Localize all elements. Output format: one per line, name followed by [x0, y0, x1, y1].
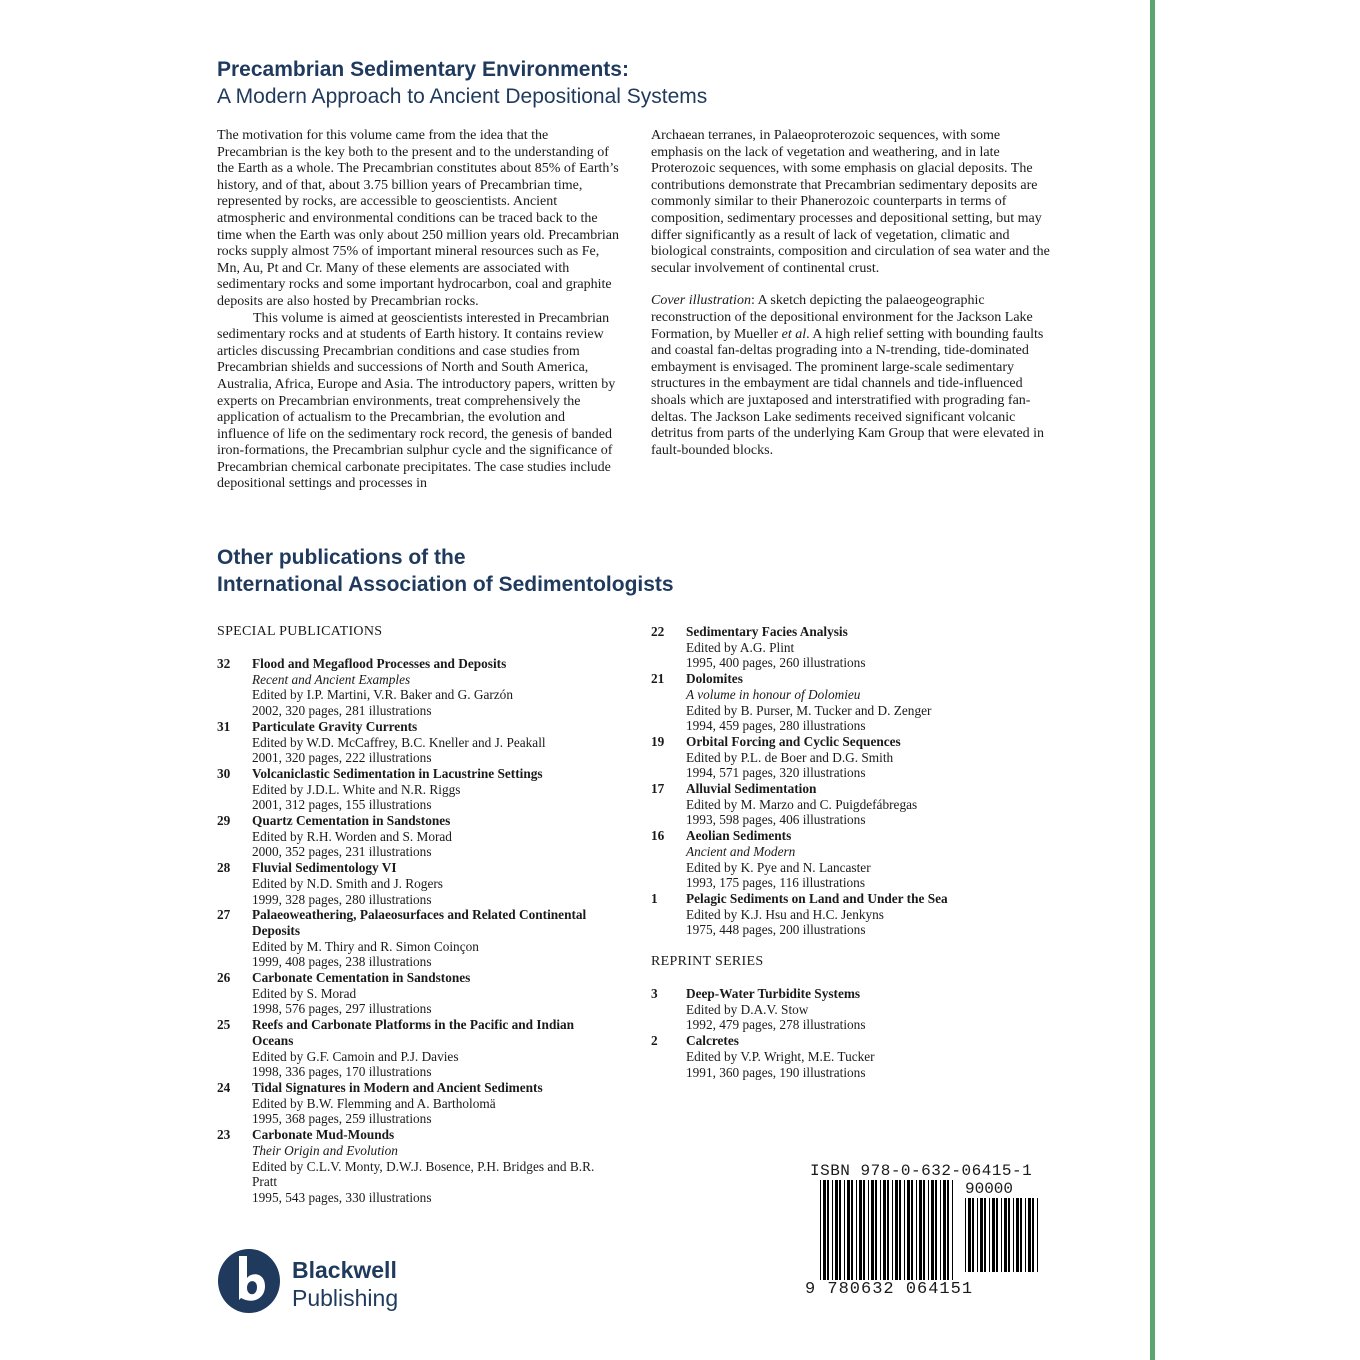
publication-number: 1: [651, 890, 658, 906]
publication-title: Volcaniclastic Sedimentation in Lacustrine Settings: [252, 765, 543, 781]
publication-list-right: [651, 624, 1051, 938]
publication-detail: Edited by I.P. Martini, V.R. Baker and G. Garzón: [252, 687, 513, 703]
publication-number: 23: [217, 1127, 231, 1143]
publication-detail: Edited by K.J. Hsu and H.C. Jenkyns: [686, 906, 884, 922]
publication-number: 16: [651, 828, 665, 844]
publication-detail: 1998, 336 pages, 170 illustrations: [252, 1064, 432, 1080]
publication-entry: [217, 860, 617, 907]
publication-entry: [217, 766, 617, 813]
reprint-series-heading: REPRINT SERIES: [651, 954, 764, 970]
publication-title: Palaeoweathering, Palaeosurfaces and Related Continental Deposits: [252, 907, 587, 938]
publication-number: 22: [651, 624, 665, 639]
publication-entry: [217, 719, 617, 766]
publication-number: 32: [217, 656, 231, 671]
publication-number: 30: [217, 765, 231, 781]
publication-detail: Edited by W.D. McCaffrey, B.C. Kneller and J. Peakall: [252, 734, 546, 750]
other-publications-heading: [217, 544, 674, 598]
publication-title: Fluvial Sedimentology VI: [252, 860, 397, 876]
publication-detail: Edited by G.F. Camoin and P.J. Davies: [252, 1048, 459, 1064]
publication-detail: Edited by C.L.V. Monty, D.W.J. Bosence, P.H. Bridges and B.R. Pratt: [252, 1158, 595, 1190]
publication-number: 31: [217, 718, 231, 734]
publication-detail: 2002, 320 pages, 281 illustrations: [252, 703, 432, 719]
publication-number: 27: [217, 907, 231, 923]
publication-title: Carbonate Cementation in Sandstones: [252, 970, 471, 986]
publication-detail: 1993, 598 pages, 406 illustrations: [686, 812, 866, 828]
publication-detail: Edited by R.H. Worden and S. Morad: [252, 828, 452, 844]
publication-list-left: [217, 656, 617, 1206]
publication-detail: 1994, 459 pages, 280 illustrations: [686, 718, 866, 734]
publisher-line-1: Blackwell: [292, 1257, 397, 1283]
publication-entry: [651, 1033, 1051, 1080]
cover-etal: et al: [781, 326, 807, 342]
publication-detail: 1998, 576 pages, 297 illustrations: [252, 1001, 432, 1017]
blurb-paragraph-2-start: This volume is aimed at geoscientists interested in Precambrian sedimentary rocks and at students of Earth history. It contains review articles discussing Precambrian conditions and case studies from Precambrian shields and successions of North and South America, Australia, Africa, Europe and Asia. The introductory papers, written by experts on Precambrian environments, treat comprehensively the application of actualism to the Precambrian, the evolution and influence of life on the sedimentary rock record, the genesis of banded iron-formations, the Precambrian sulphur cycle and the significance of Precambrian chemical carbonate precipitates. The case studies include depositional settings and processes in: [217, 310, 616, 492]
publication-title: Orbital Forcing and Cyclic Sequences: [686, 733, 901, 749]
other-heading-line-2: International Association of Sedimentologists: [217, 573, 674, 596]
publication-detail: 1992, 479 pages, 278 illustrations: [686, 1017, 866, 1033]
publication-number: 2: [651, 1033, 658, 1049]
publication-title: Calcretes: [686, 1033, 739, 1049]
publication-detail: 2001, 312 pages, 155 illustrations: [252, 797, 432, 813]
publication-title: Alluvial Sedimentation: [686, 781, 817, 797]
publication-detail: Edited by P.L. de Boer and D.G. Smith: [686, 749, 894, 765]
blurb-paragraph-2-end: Archaean terranes, in Palaeoproterozoic sequences, with some emphasis on the lack of vegetation and weathering, and in late Proterozoic sequences, with some emphasis on glacial deposits. The contributions demonstrate that Precambrian sedimentary deposits are commonly similar to their Phanerozoic counterparts in terms of composition, sedimentary processes and depositional setting, but may differ significantly as a result of lack of vegetation, climatic and biological constraints, composition and circulation of sea water and the secular involvement of continental crust.: [651, 128, 1050, 276]
reprint-list: [651, 986, 1051, 1080]
publication-entry: [651, 891, 1051, 938]
special-publications-right: [651, 624, 1051, 1080]
publisher-name: [292, 1256, 398, 1312]
cover-text-b: . A high relief setting with bounding faults and coastal fan-deltas prograding into a N-trending, tide-dominated embayment is envisaged. The prominent large-scale sedimentary structures in the embayment are tidal channels and tide-influenced shoals which are juxtaposed and interstratified with prograding fan-deltas. The Jackson Lake sediments received significant volcanic detritus from parts of the underlying Kam Group that were elevated in fault-bounded blocks.: [651, 326, 1045, 458]
publication-subtitle: Recent and Ancient Examples: [252, 671, 411, 687]
publication-detail: Edited by M. Thiry and R. Simon Coinçon: [252, 938, 479, 954]
book-title: Precambrian Sedimentary Environments:: [217, 58, 629, 81]
special-publications-heading: SPECIAL PUBLICATIONS: [217, 624, 383, 639]
publication-number: 21: [651, 671, 665, 687]
blurb-left-column: [217, 128, 619, 493]
blackwell-logo-icon: [217, 1248, 281, 1314]
green-edge-stripe: [1150, 0, 1155, 1360]
publication-entry: [217, 1017, 617, 1080]
publication-number: 24: [217, 1079, 231, 1095]
publication-title: Quartz Cementation in Sandstones: [252, 813, 451, 829]
publication-entry: [651, 986, 1051, 1033]
isbn-number: ISBN 978-0-632-06415-1: [810, 1162, 1033, 1180]
publication-detail: 1995, 400 pages, 260 illustrations: [686, 655, 866, 671]
barcode: [818, 1180, 958, 1288]
publication-detail: 1995, 368 pages, 259 illustrations: [252, 1111, 432, 1127]
publication-detail: 1975, 448 pages, 200 illustrations: [686, 922, 866, 938]
publication-subtitle: Their Origin and Evolution: [252, 1142, 398, 1158]
publication-detail: Edited by J.D.L. White and N.R. Riggs: [252, 781, 461, 797]
publication-title: Pelagic Sediments on Land and Under the Sea: [686, 890, 948, 906]
publication-number: 26: [217, 970, 231, 986]
publication-entry: [651, 828, 1051, 891]
publication-detail: Edited by N.D. Smith and J. Rogers: [252, 875, 443, 891]
publication-entry: [651, 671, 1051, 734]
cover-text-a: : A sketch depicting the palaeogeographic reconstruction of the depositional environment for the Jackson Lake Formation, by Mueller: [651, 293, 1033, 342]
publication-detail: Edited by D.A.V. Stow: [686, 1001, 809, 1017]
publication-detail: 1999, 408 pages, 238 illustrations: [252, 954, 432, 970]
publication-title: Flood and Megaflood Processes and Deposits: [252, 656, 507, 671]
publication-entry: [217, 1080, 617, 1127]
barcode-digits: 9 780632 064151: [805, 1280, 974, 1299]
publication-title: Particulate Gravity Currents: [252, 718, 418, 734]
publication-number: 28: [217, 860, 231, 876]
publication-detail: Edited by B.W. Flemming and A. Bartholomä: [252, 1095, 496, 1111]
publication-entry: [217, 1127, 617, 1206]
publication-number: 3: [651, 986, 658, 1002]
publication-number: 19: [651, 733, 665, 749]
publication-entry: [217, 970, 617, 1017]
publication-number: 17: [651, 781, 665, 797]
publication-subtitle: Ancient and Modern: [686, 843, 796, 859]
special-publications-left: [217, 624, 617, 1206]
publication-detail: 1999, 328 pages, 280 illustrations: [252, 891, 432, 907]
publication-title: Sedimentary Facies Analysis: [686, 624, 848, 639]
publication-entry: [651, 734, 1051, 781]
publication-detail: 2000, 352 pages, 231 illustrations: [252, 844, 432, 860]
publication-detail: Edited by K. Pye and N. Lancaster: [686, 859, 871, 875]
publication-entry: [651, 781, 1051, 828]
publication-entry: [217, 656, 617, 719]
publication-entry: [651, 624, 1051, 671]
publication-detail: Edited by S. Morad: [252, 985, 357, 1001]
publication-detail: 2001, 320 pages, 222 illustrations: [252, 750, 432, 766]
publication-detail: 1995, 543 pages, 330 illustrations: [252, 1189, 432, 1205]
publication-number: 29: [217, 813, 231, 829]
publication-title: Reefs and Carbonate Platforms in the Pacific and Indian Oceans: [252, 1017, 575, 1048]
publication-subtitle: A volume in honour of Dolomieu: [686, 686, 861, 702]
publication-detail: Edited by A.G. Plint: [686, 639, 795, 655]
publication-entry: [217, 813, 617, 860]
cover-illustration-note: [651, 293, 1051, 459]
publication-detail: 1993, 175 pages, 116 illustrations: [686, 875, 866, 891]
publication-entry: [217, 907, 617, 970]
publication-title: Tidal Signatures in Modern and Ancient Sediments: [252, 1079, 543, 1095]
cover-label: Cover illustration: [651, 293, 751, 309]
publication-title: Carbonate Mud-Mounds: [252, 1127, 395, 1143]
publication-detail: Edited by B. Purser, M. Tucker and D. Zenger: [686, 702, 932, 718]
publication-title: Aeolian Sediments: [686, 828, 792, 844]
price-barcode: [963, 1198, 1043, 1272]
publication-detail: Edited by V.P. Wright, M.E. Tucker: [686, 1048, 875, 1064]
blurb-right-column: [651, 128, 1051, 459]
publication-detail: 1994, 571 pages, 320 illustrations: [686, 765, 866, 781]
publication-detail: Edited by M. Marzo and C. Puigdefábregas: [686, 796, 918, 812]
blurb-paragraph-1: The motivation for this volume came from the idea that the Precambrian is the key both to the present and to the understanding of the Earth as a whole. The Precambrian constitutes about 85% of Earth’s history, and of that, about 3.75 billion years of Precambrian time, represented by rocks, are accessible to geoscientists. Ancient atmospheric and environmental conditions can be traced back to the time when the Earth was only about 250 million years old. Precambrian rocks supply almost 75% of important mineral resources such as Fe, Mn, Au, Pt and Cr. Many of these elements are associated with sedimentary rocks and some important hydrocarbon, coal and graphite deposits are also hosted by Precambrian rocks.: [217, 128, 620, 309]
publication-title: Dolomites: [686, 671, 743, 687]
publication-number: 25: [217, 1017, 231, 1033]
book-subtitle: A Modern Approach to Ancient Depositional Systems: [217, 85, 708, 108]
publication-detail: 1991, 360 pages, 190 illustrations: [686, 1064, 866, 1080]
price-code: 90000: [965, 1180, 1014, 1198]
publisher-line-2: Publishing: [292, 1285, 399, 1311]
other-heading-line-1: Other publications of the: [217, 546, 466, 569]
publication-title: Deep-Water Turbidite Systems: [686, 986, 861, 1002]
